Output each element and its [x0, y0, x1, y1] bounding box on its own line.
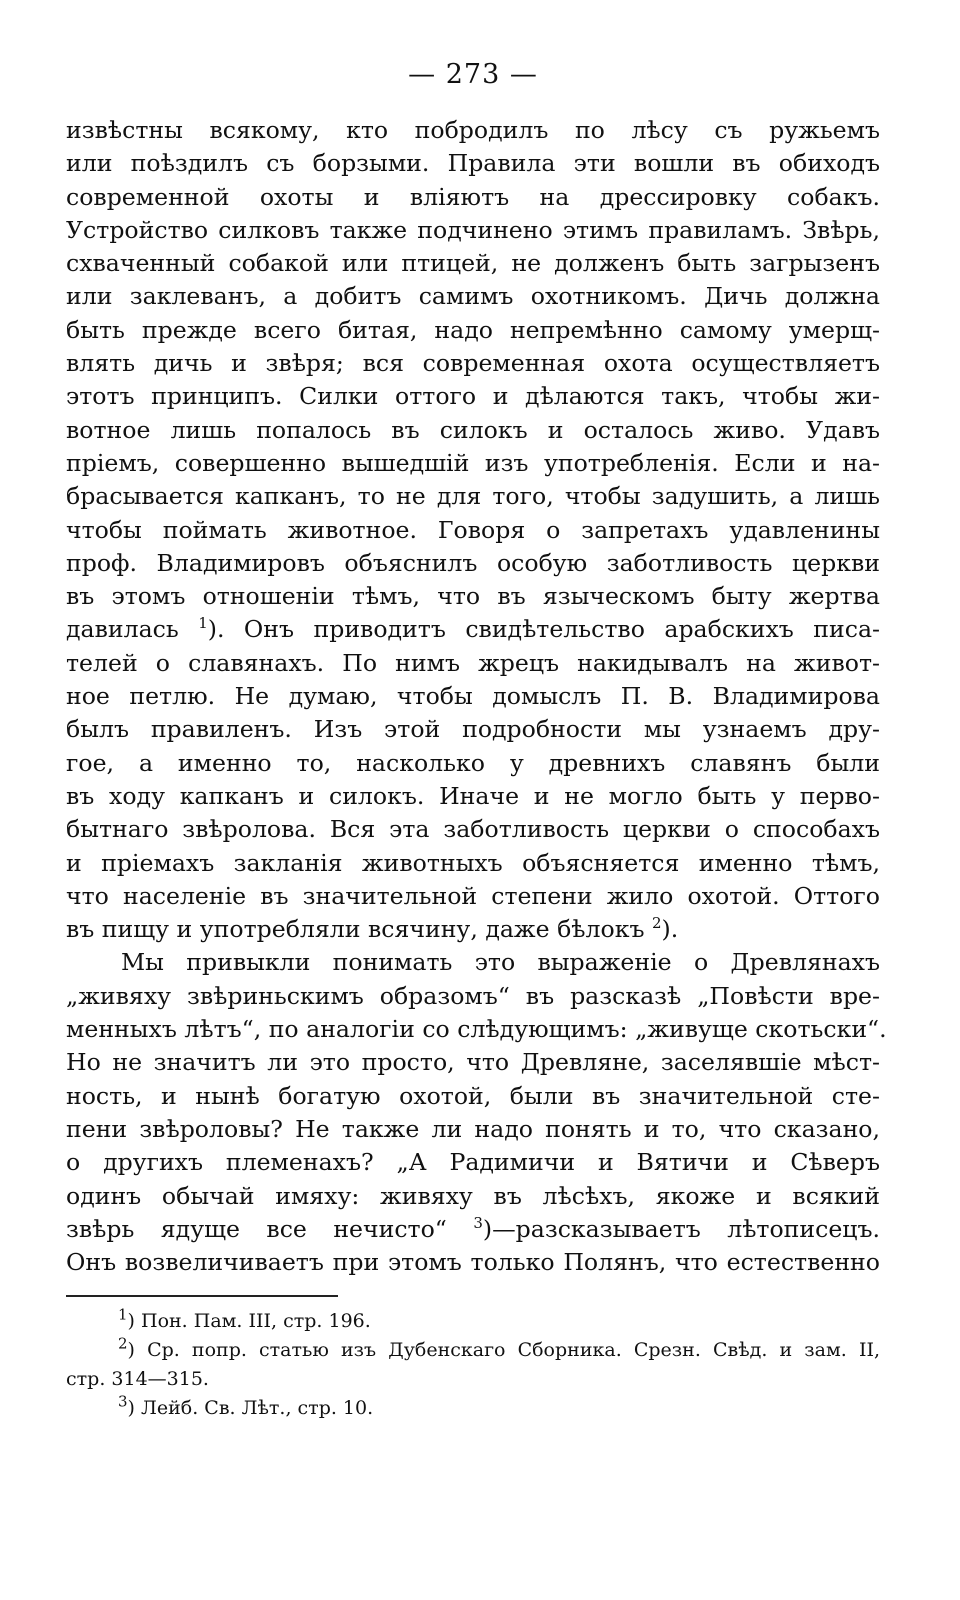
- text-line: въ ходу капканъ и силокъ. Иначе и не могло быть у перво-: [66, 781, 880, 810]
- footnote-text: ) Лейб. Св. Лѣт., стр. 10.: [127, 1397, 374, 1420]
- footnote-divider: [66, 1295, 338, 1297]
- text-line: чтобы поймать животное. Говоря о запретахъ удавленины: [66, 515, 880, 544]
- page-number: — 273 —: [408, 59, 538, 90]
- line-text: звѣрь ядуще все нечисто“: [66, 1214, 447, 1243]
- paragraph-1: [66, 114, 880, 946]
- footnote-3: [66, 1394, 880, 1423]
- text-line: или заклеванъ, а добитъ самимъ охотникомъ. Дичь должна: [66, 282, 880, 311]
- text-line: пени звѣроловы? Не также ли надо понять и то, что сказано,: [66, 1114, 880, 1143]
- text-line: извѣстны всякому, кто побродилъ по лѣсу съ ружьемъ: [66, 116, 880, 144]
- text-line: этотъ принципъ. Силки оттого и дѣлаются такъ, чтобы жи-: [66, 382, 880, 411]
- text-line: или поѣздилъ съ борзыми. Правила эти вошли въ обиходъ: [66, 149, 880, 178]
- text-line: влять дичь и звѣря; вся современная охота осуществляетъ: [66, 349, 880, 378]
- footnote-text: ) Ср. попр. статью изъ Дубенскаго Сборника. Срезн. Свѣд. и зам. II,: [127, 1339, 880, 1362]
- text-line: пріемъ, совершенно вышедшій изъ употребленія. Если и на-: [66, 448, 880, 477]
- text-line: о другихъ племенахъ? „А Радимичи и Вятичи и Сѣверъ: [66, 1148, 880, 1177]
- text-line: одинъ обычай имяху: живяху въ лѣсѣхъ, якоже и всякий: [66, 1181, 880, 1210]
- text-line: ность, и нынѣ богатую охотой, были въ значительной сте-: [66, 1081, 880, 1110]
- paragraph-2: [66, 946, 887, 1279]
- text-line-with-footnote: [66, 1213, 880, 1246]
- footnote-2: [66, 1336, 880, 1365]
- text-line: проф. Владимировъ объяснилъ особую заботливость церкви: [66, 548, 880, 577]
- text-line: менныхъ лѣтъ“, по аналогіи со слѣдующимъ: „живуще скотьски“.: [66, 1015, 887, 1044]
- footnote-text: ) Пон. Пам. III, стр. 196.: [127, 1310, 371, 1333]
- text-line: былъ правиленъ. Изъ этой подробности мы узнаемъ дру-: [66, 715, 880, 744]
- text-line-with-footnote: [66, 913, 880, 946]
- text-line-with-footnote: [66, 613, 880, 646]
- line-text: ).: [661, 915, 679, 944]
- main-text: [66, 114, 887, 1279]
- text-line: вотное лишь попалось въ силокъ и осталось живо. Удавъ: [66, 415, 880, 444]
- text-line: бытнаго звѣролова. Вся эта заботливость церкви о способахъ: [66, 815, 880, 844]
- footnote-1: [66, 1307, 880, 1336]
- footnote-mark: 2: [118, 1335, 128, 1354]
- text-line: брасывается капканъ, то не для того, чтобы задушить, а лишь: [66, 482, 880, 511]
- text-line: гое, а именно то, насколько у древнихъ славянъ были: [66, 748, 880, 777]
- text-line: Устройство силковъ также подчинено этимъ правиламъ. Звѣрь,: [66, 215, 880, 244]
- text-line: Но не значитъ ли это просто, что Древляне, заселявшіе мѣст-: [66, 1048, 880, 1077]
- text-line: ное петлю. Не думаю, чтобы домыслъ П. В. Владимирова: [66, 682, 880, 711]
- footnote-2-continuation: стр. 314—315.: [66, 1368, 209, 1391]
- text-line: Мы привыкли понимать это выраженіе о Древлянахъ: [121, 948, 880, 977]
- footnote-ref: 1: [198, 614, 208, 633]
- text-line: современной охоты и вліяютъ на дрессировку собакъ.: [66, 182, 880, 211]
- footnotes: [66, 1307, 880, 1423]
- text-line: телей о славянахъ. По нимъ жрецъ накидывалъ на живот-: [66, 648, 880, 677]
- line-text: въ пищу и употребляли всячину, даже бѣлокъ: [66, 915, 645, 944]
- text-line: въ этомъ отношеніи тѣмъ, что въ языческомъ быту жертва: [66, 582, 880, 611]
- footnote-ref: 3: [473, 1213, 483, 1232]
- line-text: ). Онъ приводитъ свидѣтельство арабскихъ писа-: [207, 615, 880, 644]
- document-page: [66, 58, 887, 1423]
- line-text: )—разсказываетъ лѣтописецъ.: [482, 1214, 880, 1243]
- footnote-mark: 1: [118, 1306, 128, 1325]
- text-line: „живяху звѣриньскимъ образомъ“ въ разсказѣ „Повѣсти вре-: [66, 981, 880, 1010]
- footnote-ref: 2: [651, 914, 662, 933]
- text-line: быть прежде всего битая, надо непремѣнно самому умерщ-: [66, 315, 880, 344]
- text-line: и пріемахъ закланія животныхъ объясняется именно тѣмъ,: [66, 848, 880, 877]
- footnote-mark: 3: [118, 1393, 128, 1412]
- text-line: что населеніе въ значительной степени жило охотой. Оттого: [66, 881, 880, 910]
- text-line: Онъ возвеличиваетъ при этомъ только Полянъ, что естественно: [66, 1248, 880, 1277]
- line-text: давилась: [66, 615, 179, 644]
- text-line: схваченный собакой или птицей, не долженъ быть загрызенъ: [66, 249, 880, 278]
